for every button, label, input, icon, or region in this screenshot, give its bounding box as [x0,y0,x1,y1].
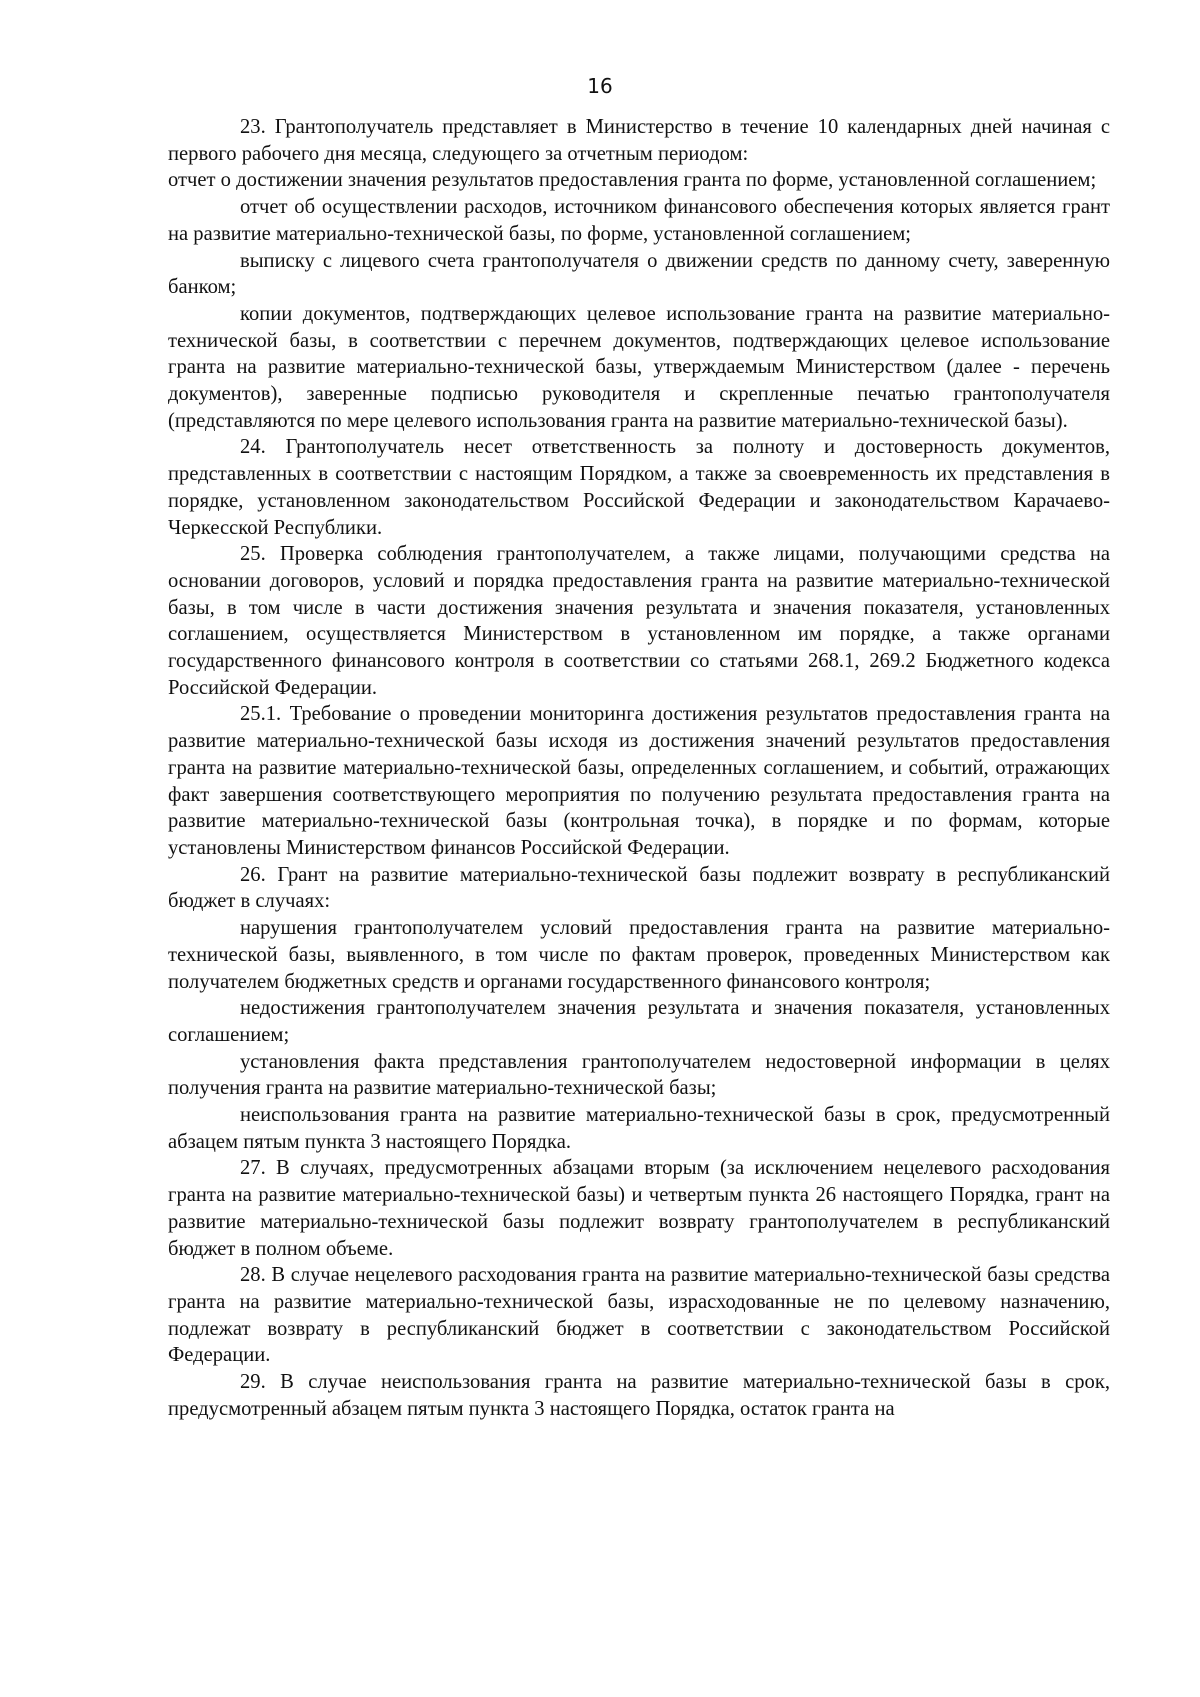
paragraph: 26. Грант на развитие материально-технической базы подлежит возврату в республиканский бюджет в случаях: [168,863,1110,913]
paragraph: отчет о достижении значения результатов предоставления гранта по форме, установленной соглашением; [168,169,1097,192]
paragraph: выписку с лицевого счета грантополучателя о движении средств по данному счету, заверенную банком; [168,249,1110,299]
paragraph: копии документов, подтверждающих целевое использование гранта на развитие материально-технической базы, в соответствии с перечнем документов, подтверждающих целевое использование гранта на развитие материально-технической базы, утверждаемым Министерством (далее - перечень документов), заверенные подписью руководителя и скрепленные печатью грантополучателя (представляются по мере целевого использования гранта на развитие материально-технической базы). [168,302,1110,432]
paragraph: неиспользования гранта на развитие материально-технической базы в срок, предусмотренный абзацем пятым пункта 3 настоящего Порядка. [168,1104,1110,1153]
paragraph: установления факта представления грантополучателем недостоверной информации в целях получения гранта на развитие материально-технической базы; [168,1050,1110,1100]
paragraph: отчет об осуществлении расходов, источником финансового обеспечения которых является грант на развитие материально-технической базы, по форме, установленной соглашением; [168,196,1110,245]
paragraph: 27. В случаях, предусмотренных абзацами вторым (за исключением нецелевого расходования гранта на развитие материально-технической базы) и четвертым пункта 26 настоящего Порядка, грант на развитие материально-технической базы подлежит возврату грантополучателем в республиканский бюджет в полном объеме. [168,1157,1110,1260]
paragraph: 29. В случае неиспользования гранта на развитие материально-технической базы в срок, предусмотренный абзацем пятым пункта 3 настоящего Порядка, остаток гранта на [168,1371,1110,1420]
page-number: 16 [587,74,613,98]
paragraph: 25.1. Требование о проведении мониторинга достижения результатов предоставления гранта на развитие материально-технической базы исходя из достижения значений результатов предоставления гранта на развитие материально-технической базы, определенных соглашением, и событий, отражающих факт завершения соответствующего мероприятия по получению результата предоставления гранта на развитие материально-технической базы (контрольная точка), в порядке и по формам, которые установлены Министерством финансов Российской Федерации. [168,703,1110,859]
paragraph: недостижения грантополучателем значения результата и значения показателя, установленных соглашением; [168,997,1110,1046]
paragraph: 23. Грантополучатель представляет в Министерство в течение 10 календарных дней начиная с первого рабочего дня месяца, следующего за отчетным периодом: [168,116,1110,165]
paragraph: 24. Грантополучатель несет ответственность за полноту и достоверность документов, представленных в соответствии с настоящим Порядком, а также за своевременность их представления в порядке, установленном законодательством Российской Федерации и законодательством Карачаево-Черкесской Республики. [168,436,1110,539]
paragraph: нарушения грантополучателем условий предоставления гранта на развитие материально-технической базы, выявленного, в том числе по фактам проверок, проведенных Министерством как получателем бюджетных средств и органами государственного финансового контроля; [168,917,1110,993]
paragraph: 28. В случае нецелевого расходования гранта на развитие материально-технической базы средства гранта на развитие материально-технической базы, израсходованные не по целевому назначению, подлежат возврату в республиканский бюджет в соответствии с законодательством Российской Федерации. [168,1264,1110,1367]
document-body [168,114,1110,1422]
paragraph: 25. Проверка соблюдения грантополучателем, а также лицами, получающими средства на основании договоров, условий и порядка предоставления гранта на развитие материально-технической базы, в том числе в части достижения значения результата и значения показателя, установленных соглашением, осуществляется Министерством в установленном им порядке, а также органами государственного финансового контроля в соответствии со статьями 268.1, 269.2 Бюджетного кодекса Российской Федерации. [168,543,1110,699]
